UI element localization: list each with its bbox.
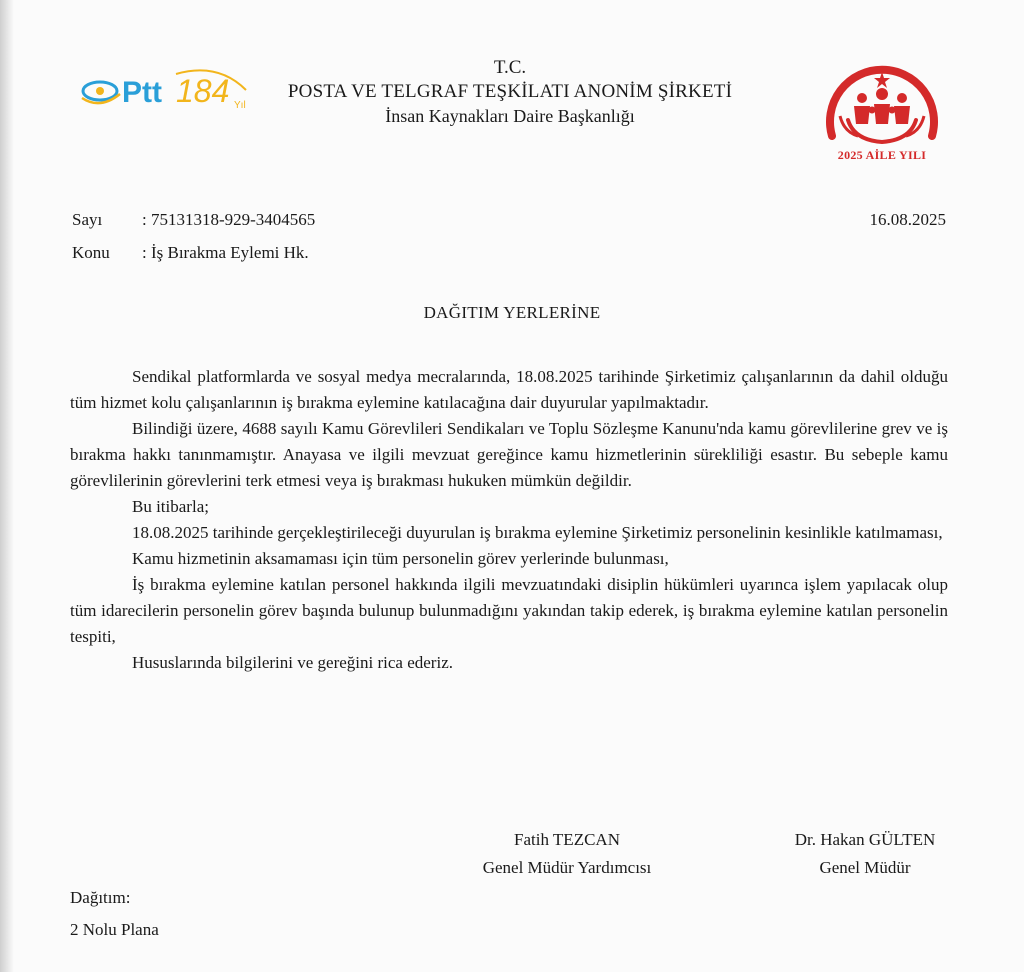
ptt-suffix-text: Yıl: [234, 100, 246, 111]
sayi-value: : 75131318-929-3404565: [142, 210, 316, 229]
body-paragraph: Sendikal platformlarda ve sosyal medya mecralarında, 18.08.2025 tarihinde Şirketimiz çalışanlarının da dahil olduğu tüm hizmet kolu çalışanlarının iş bırakma eylemine katılacağına dair duyurular yapılmaktadır.: [70, 367, 948, 412]
distribution-block: [70, 882, 159, 946]
distribution-value: 2 Nolu Plana: [70, 920, 159, 939]
body-paragraph: Bilindiği üzere, 4688 sayılı Kamu Görevlileri Sendikaları ve Toplu Sözleşme Kanunu'nda kamu görevlilerine grev ve iş bırakma hakkı tanınmamıştır. Anayasa ve ilgili mevzuat gereğince kamu hizmetlerinin sürekliliği esastır. Bu sebeple kamu görevlilerinin görevlerini terk etmesi veya iş bırakması hukuken mümkün değildir.: [70, 419, 948, 490]
sayi-row: [72, 210, 315, 230]
letterhead-tc: T.C.: [493, 57, 527, 78]
signature-block-deputy: [455, 826, 679, 882]
ptt-brand-text: Ptt: [122, 76, 162, 109]
signature-block-general-manager: [770, 826, 960, 882]
document-date: 16.08.2025: [869, 210, 946, 229]
signatory-name: Dr. Hakan GÜLTEN: [794, 830, 936, 849]
body-paragraph: Bu itibarla;: [132, 497, 209, 516]
letterhead: [240, 56, 780, 128]
family-year-label: 2025 AİLE YILI: [837, 148, 927, 162]
body-paragraph: 18.08.2025 tarihinde gerçekleştirileceği duyurulan iş bırakma eylemine Şirketimiz personelinin kesinlikle katılmaması,: [132, 523, 943, 542]
letter-body: [70, 364, 948, 676]
signatory-title: Genel Müdür Yardımcısı: [482, 858, 652, 877]
letterhead-department: İnsan Kaynakları Daire Başkanlığı: [385, 106, 635, 126]
body-paragraph: Hususlarında bilgilerini ve gereğini rica ederiz.: [132, 653, 453, 672]
konu-label: Konu: [72, 243, 110, 262]
body-paragraph: İş bırakma eylemine katılan personel hakkında ilgili mevzuatındaki disiplin hükümleri uyarınca işlem yapılacak olup tüm idarecilerin personelin görev başında bulunup bulunmadığını yakından takip ederek, iş bırakma eylemine katılan personelin tespiti,: [70, 575, 948, 646]
body-paragraph: Kamu hizmetinin aksamaması için tüm personelin görev yerlerinde bulunması,: [132, 549, 669, 568]
konu-row: [72, 243, 309, 263]
konu-value: : İş Bırakma Eylemi Hk.: [142, 243, 309, 262]
ptt-number-text: 184: [176, 73, 230, 109]
addressee: DAĞITIM YERLERİNE: [423, 303, 601, 322]
page-edge-shadow: [0, 0, 14, 972]
letterhead-company: POSTA VE TELGRAF TEŞKİLATI ANONİM ŞİRKETİ: [287, 81, 733, 102]
sayi-label: Sayı: [72, 210, 103, 229]
distribution-label: Dağıtım:: [70, 888, 131, 907]
signatory-title: Genel Müdür: [819, 858, 911, 877]
signatory-name: Fatih TEZCAN: [514, 830, 620, 849]
